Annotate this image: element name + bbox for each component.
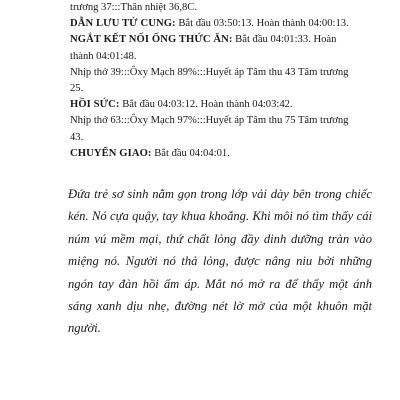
log-entry-heading: CHUYỂN GIAO: — [70, 147, 152, 159]
log-entry-uterine-drainage — [70, 16, 360, 32]
narrative-paragraph: Đứa trẻ sơ sinh nằm gọn trong lớp vải dày bên trong chiếc kén. Nó cựa quậy, tay khua khoắng. Khi môi nó tìm thấy cái núm vú mềm mại, thứ chất lỏng đầy dinh dưỡng tràn vào miệng nó. Người nó thả lỏng, được nâng niu bởi những ngón tay đàn hồi ấm áp. Mắt nó mở ra để thấy một ánh sáng xanh dịu nhẹ, đường nét lờ mờ của một khuôn mặt người. — [68, 187, 372, 336]
log-vitals-1: Nhịp thở 39:::Ôxy Mạch 89%:::Huyết áp Tâm thu 43 Tâm trương 25. — [70, 66, 349, 95]
log-entry-heading: HỒI SỨC: — [70, 99, 120, 111]
log-entry-text: Bắt đầu 04:04:01. — [154, 147, 230, 159]
log-entry-feeding-tube-disconnect — [70, 32, 360, 64]
log-entry-text: Bắt đầu 03:50:13. Hoàn thành 04:00:13. — [178, 18, 349, 30]
log-entry-resuscitation — [70, 97, 360, 113]
narrative-text — [68, 183, 372, 340]
log-entry-heading: NGẮT KẾT NỐI ỐNG THỨC ĂN: — [70, 34, 233, 46]
medical-log — [70, 0, 360, 162]
log-entry-transfer — [70, 146, 360, 162]
log-entry-text: Bắt đầu 04:01:33. Hoàn thành 04:01:48. — [70, 34, 337, 62]
log-line-vitals-end: trương 37:::Thân nhiệt 36,8C. — [70, 2, 197, 13]
log-entry-heading: DẪN LƯU TỬ CUNG: — [70, 18, 176, 30]
log-vitals-2: Nhịp thở 63:::Ôxy Mạch 97%:::Huyết áp Tâm thu 75 Tâm trương 43. — [70, 115, 349, 143]
log-entry-text: Bắt đầu 04:03:12. Hoàn thành 04:03:42. — [122, 99, 293, 111]
